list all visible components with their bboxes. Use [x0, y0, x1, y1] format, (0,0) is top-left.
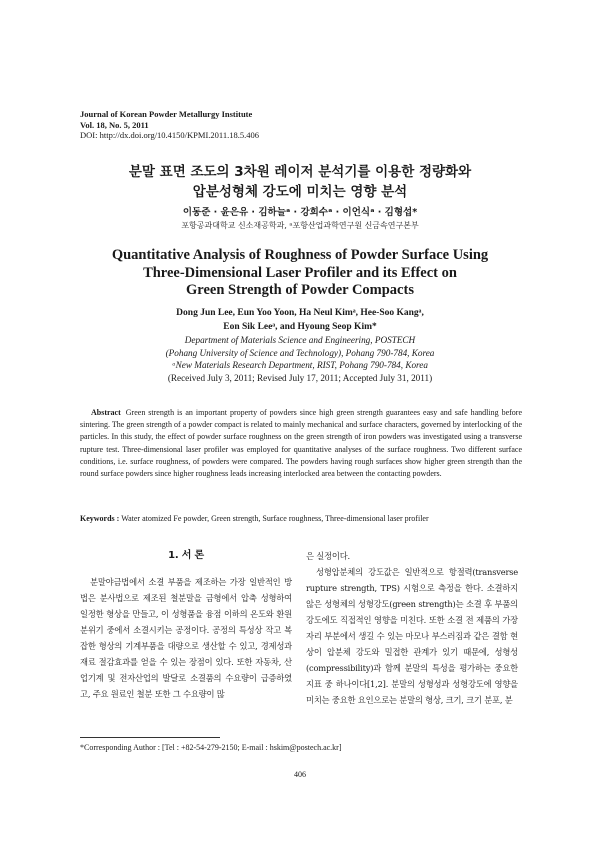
korean-title — [0, 162, 600, 202]
body-paragraph: 성형압분체의 강도값은 일반적으로 항절력(transverse rupture strength, TPS) 시험으로 측정을 한다. 소결하지 않은 성형체의 성형강도(green strength)는 소결 후 부품의 강도에도 직접적인 영향을 미친다. 또한 소결 전 제품의 가장자리 부분에서 생길 수 있는 마모나 부스러짐과 같은 결함 현상이 압분체 강도와 밀접한 관계가 있기 때문에, 성형성(compressibility)과 함께 분말의 특성을 평가하는 중요한 지표 중 하나이다[1,2]. 분말의 성형성과 성형강도에 영향을 미치는 중요한 요인으로는 분말의 형상, 크기, 크기 분포, 분 — [306, 567, 518, 705]
affiliation-line: (Pohang University of Science and Technology), Pohang 790-784, Korea — [165, 347, 435, 358]
journal-volume: Vol. 18, No. 5, 2011 — [80, 119, 149, 130]
authors-line: Dong Jun Lee, Eun Yoo Yoon, Ha Neul Kimᵃ, Hee-Soo Kangᵃ, — [176, 308, 424, 318]
keywords-text: Water atomized Fe powder, Green strength, Surface roughness, Three-dimensional laser profiler — [121, 514, 429, 523]
corresponding-author-footnote: *Corresponding Author : [Tel : +82-54-279-2150; E-mail : hskim@postech.ac.kr] — [80, 743, 342, 752]
journal-name: Journal of Korean Powder Metallurgy Institute — [80, 109, 253, 119]
english-title-line: Green Strength of Powder Compacts — [186, 282, 414, 298]
korean-affiliation: 포항공과대학교 신소재공학과, ᵃ포항산업과학연구원 신금속연구본부 — [181, 221, 419, 230]
received-dates: (Received July 3, 2011; Revised July 17, 2011; Accepted July 31, 2011) — [167, 372, 433, 383]
journal-header — [80, 109, 259, 141]
body-paragraph-continuation: 은 실정이다. — [306, 551, 350, 561]
footnote-divider — [80, 737, 220, 738]
korean-title-line: 분말 표면 조도의 3차원 레이저 분석기를 이용한 정량화와 — [128, 164, 472, 180]
english-affiliation — [0, 334, 600, 384]
affiliation-line: Department of Materials Science and Engineering, POSTECH — [184, 335, 416, 345]
keywords-label: Keywords : — [80, 514, 120, 523]
body-column-left — [80, 548, 292, 702]
abstract-text: Green strength is an important property of powders since high green strength guarantees easy and safe handling before sintering. The green strength of a powder compact is related to mainly mechanical and surface characters, governed by interlocking of the particles. In this study, the effect of powder surface roughness on the green strength of iron powders was investigated using a transverse rupture test. Three-dimensional laser profiler was employed for quantitative analyses of the surface roughness. Two different surface conditions, i.e. surface roughness, of powders were compared. The powders having rough surfaces show higher green strength than the round surface powders since higher roughness leads increasing interlocked area between the contacting powders. — [80, 408, 522, 479]
body-paragraph: 분말야금법에서 소결 부품을 제조하는 가장 일반적인 방법은 분사법으로 제조된 철분말을 금형에서 압축 성형하여 일정한 형상을 만들고, 이 성형품을 융점 이하의 온도와 환원분위기 중에서 소결시키는 공정이다. 공정의 특성상 작고 복잡한 형상의 기계부품을 대량으로 생산할 수 있고, 경제성과 재료 절감효과를 얻을 수 있는 장점이 있다. 또한 자동차, 산업기계 및 전자산업의 발달로 소결품의 수요량이 급증하였고, 주요 원료인 철분 또한 그 수요량이 많 — [80, 577, 292, 699]
abstract-label: Abstract — [91, 408, 121, 417]
affiliation-line: ᵃNew Materials Research Department, RIST, Pohang 790-784, Korea — [172, 360, 428, 371]
page-number: 406 — [294, 770, 306, 779]
section-heading: 1. 서 론 — [168, 550, 204, 561]
english-authors — [0, 306, 600, 334]
body-column-right — [306, 548, 518, 708]
abstract — [80, 407, 522, 480]
doi-link[interactable]: DOI: http://dx.doi.org/10.4150/KPMI.2011.18.5.406 — [80, 130, 259, 140]
english-title-line: Quantitative Analysis of Roughness of Powder Surface Using — [111, 247, 489, 263]
english-title — [0, 247, 600, 300]
authors-line: Eon Sik Leeᵃ, and Hyoung Seop Kim* — [223, 322, 377, 332]
keywords — [80, 513, 530, 524]
english-title-line: Three-Dimensional Laser Profiler and its Effect on — [143, 264, 457, 281]
korean-authors: 이동준 · 윤은유 · 김하늘ᵃ · 강희수ᵃ · 이언식ᵃ · 김형섭* — [182, 207, 418, 218]
korean-title-line: 압분성형체 강도에 미치는 영향 분석 — [192, 184, 408, 200]
